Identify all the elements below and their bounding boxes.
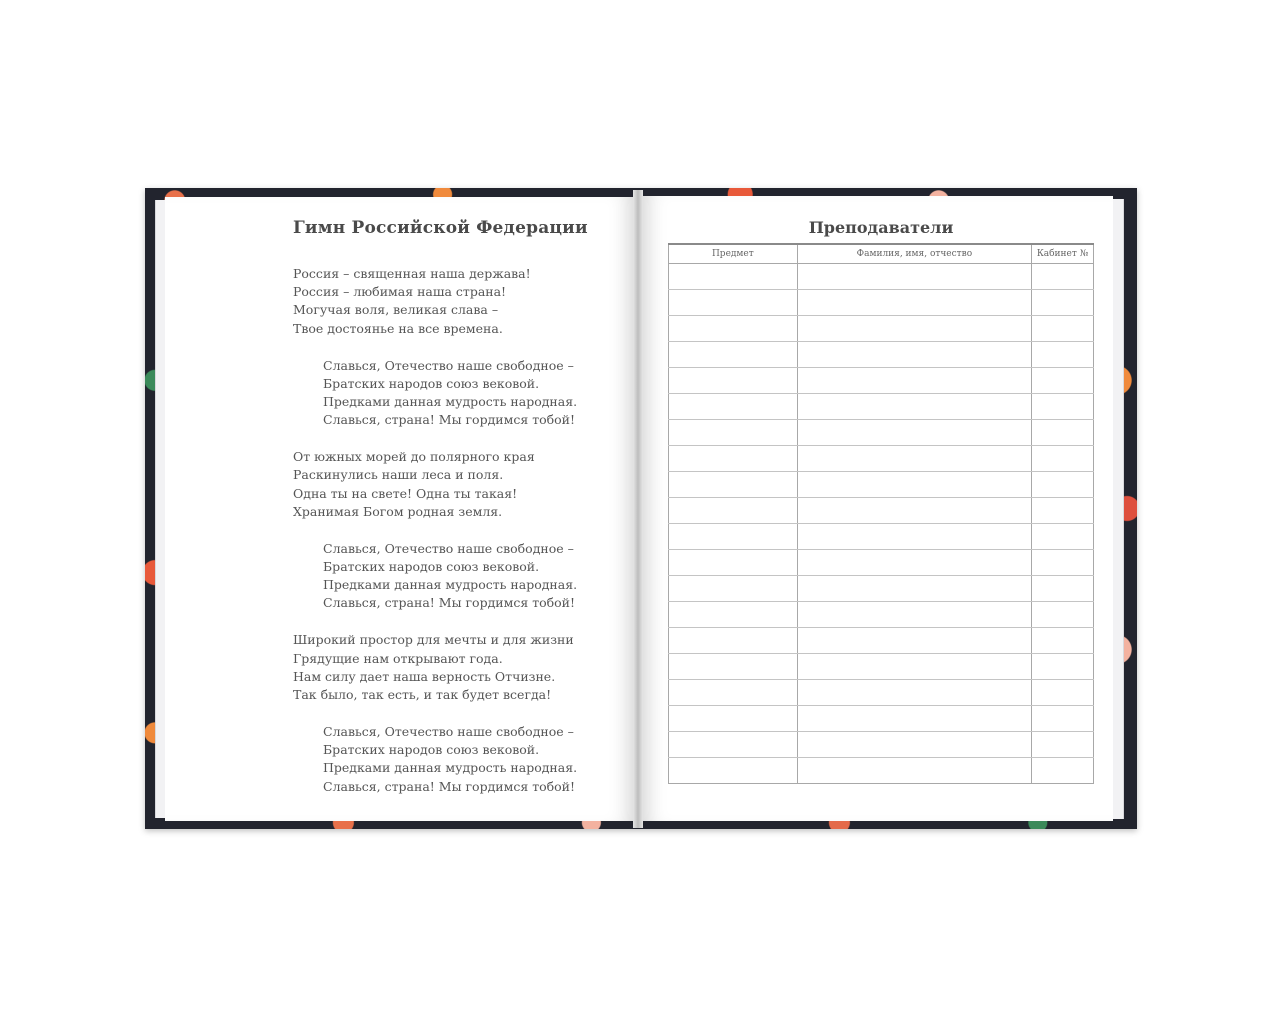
cell-subject [669, 706, 798, 732]
verse-line: Твое достоянье на все времена. [293, 320, 503, 336]
table-row [669, 316, 1094, 342]
verse-line: От южных морей до полярного края [293, 449, 535, 465]
chorus-line: Братских народов союз вековой. [323, 375, 540, 391]
cell-room [1032, 420, 1094, 446]
cell-subject [669, 472, 798, 498]
column-header-subject: Предмет [669, 244, 798, 264]
cell-room [1032, 446, 1094, 472]
table-row [669, 550, 1094, 576]
chorus-line: Братских народов союз вековой. [323, 559, 540, 574]
cell-full-name [797, 524, 1031, 550]
cell-full-name [797, 550, 1031, 576]
cell-full-name [797, 706, 1031, 732]
cell-room [1032, 732, 1094, 758]
table-row [669, 706, 1094, 732]
cell-full-name [797, 420, 1031, 446]
cell-full-name [797, 368, 1031, 394]
book-gutter [633, 190, 643, 828]
table-row [669, 758, 1094, 784]
cell-subject [669, 420, 798, 446]
cell-room [1032, 576, 1094, 602]
cell-subject [669, 446, 798, 472]
cell-room [1032, 316, 1094, 342]
cell-full-name [797, 316, 1031, 342]
table-row [669, 732, 1094, 758]
verse-line: Грядущие нам открывают года. [293, 650, 503, 666]
cell-subject [669, 628, 798, 654]
chorus-line: Славься, Отечество наше свободное – [323, 540, 574, 556]
cell-full-name [797, 290, 1031, 316]
verse-line: Одна ты на свете! Одна ты такая! [293, 485, 518, 501]
table-row [669, 290, 1094, 316]
table-row [669, 446, 1094, 472]
verse-line: Широкий простор для мечты и для жизни [293, 632, 574, 648]
cell-full-name [797, 732, 1031, 758]
cell-full-name [797, 394, 1031, 420]
table-row [669, 472, 1094, 498]
chorus-line: Славься, страна! Мы гордимся тобой! [323, 595, 576, 611]
anthem-title: Гимн Российской Федерации [293, 218, 588, 238]
cell-room [1032, 368, 1094, 394]
table-row [669, 498, 1094, 524]
cell-subject [669, 316, 798, 342]
cell-subject [669, 394, 798, 420]
cell-subject [669, 290, 798, 316]
table-row [669, 576, 1094, 602]
table-row [669, 368, 1094, 394]
cell-room [1032, 758, 1094, 784]
cell-subject [669, 498, 798, 524]
page-edge-right [1113, 199, 1124, 819]
chorus-line: Предками данная мудрость народная. [323, 394, 578, 409]
table-row [669, 524, 1094, 550]
cell-room [1032, 524, 1094, 550]
table-row [669, 602, 1094, 628]
cell-full-name [797, 654, 1031, 680]
cell-room [1032, 602, 1094, 628]
cell-full-name [797, 264, 1031, 290]
table-row [669, 628, 1094, 654]
cell-room [1032, 706, 1094, 732]
cell-room [1032, 680, 1094, 706]
cell-subject [669, 550, 798, 576]
verse-line: Могучая воля, великая слава – [293, 302, 499, 318]
cell-room [1032, 264, 1094, 290]
cell-full-name [797, 602, 1031, 628]
verse-line: Хранимая Богом родная земля. [293, 503, 503, 519]
table-row [669, 394, 1094, 420]
verse-line: Россия – любимая наша страна! [293, 284, 507, 300]
cell-subject [669, 654, 798, 680]
column-header-full-name: Фамилия, имя, отчество [797, 244, 1031, 264]
teachers-title: Преподаватели [808, 218, 954, 237]
chorus-line: Славься, Отечество наше свободное – [323, 724, 574, 739]
cell-subject [669, 524, 798, 550]
cell-full-name [797, 576, 1031, 602]
cell-room [1032, 472, 1094, 498]
cell-room [1032, 498, 1094, 524]
cell-room [1032, 342, 1094, 368]
chorus-line: Славься, Отечество наше свободное – [323, 357, 574, 373]
teachers-table [668, 243, 1094, 784]
verse-line: Россия – священная наша держава! [293, 266, 531, 281]
table-row [669, 654, 1094, 680]
column-header-room: Кабинет № [1032, 244, 1094, 264]
cell-room [1032, 394, 1094, 420]
chorus-line: Предками данная мудрость народная. [323, 760, 578, 776]
verse-line: Так было, так есть, и так будет всегда! [293, 687, 552, 702]
cell-subject [669, 368, 798, 394]
cell-full-name [797, 342, 1031, 368]
chorus-line: Славься, страна! Мы гордимся тобой! [323, 412, 576, 428]
table-row [669, 264, 1094, 290]
cell-subject [669, 680, 798, 706]
chorus-line: Предками данная мудрость народная. [323, 577, 578, 593]
cell-full-name [797, 628, 1031, 654]
cell-subject [669, 264, 798, 290]
table-row [669, 342, 1094, 368]
cell-subject [669, 758, 798, 784]
cell-subject [669, 602, 798, 628]
cell-subject [669, 342, 798, 368]
cell-room [1032, 654, 1094, 680]
verse-line: Нам силу дает наша верность Отчизне. [293, 668, 556, 684]
cell-full-name [797, 446, 1031, 472]
cell-full-name [797, 758, 1031, 784]
cell-subject [669, 732, 798, 758]
chorus-line: Братских народов союз вековой. [323, 742, 540, 758]
table-row [669, 420, 1094, 446]
cell-room [1032, 550, 1094, 576]
chorus-line: Славься, страна! Мы гордимся тобой! [323, 778, 576, 794]
table-header-row [669, 244, 1094, 264]
cell-full-name [797, 498, 1031, 524]
verse-line: Раскинулись наши леса и поля. [293, 467, 504, 483]
cell-subject [669, 576, 798, 602]
cell-full-name [797, 472, 1031, 498]
cell-full-name [797, 680, 1031, 706]
cell-room [1032, 628, 1094, 654]
cell-room [1032, 290, 1094, 316]
table-row [669, 680, 1094, 706]
